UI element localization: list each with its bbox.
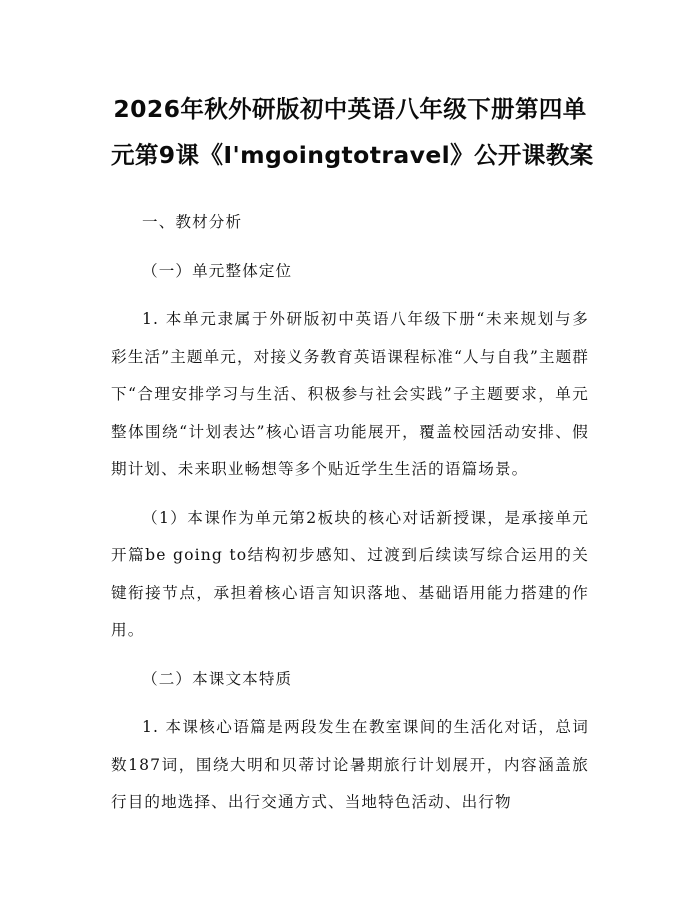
document-title: [111, 0, 594, 178]
subsection-heading-unit-positioning: （一）单元整体定位: [142, 261, 293, 280]
title-line-1: 2026年秋外研版初中英语八年级下册第四单: [113, 95, 587, 123]
subsection-heading-text-features: （二）本课文本特质: [142, 669, 293, 688]
document-body: [111, 204, 589, 822]
paragraph-text-features: 1. 本课核心语篇是两段发生在教室课间的生活化对话，总词数187词，围绕大明和贝蒂讨论暑期旅行计划展开，内容涵盖旅行目的地选择、出行交通方式、当地特色活动、出行物: [111, 718, 589, 811]
paragraph-lesson-role: （1）本课作为单元第2板块的核心对话新授课，是承接单元开篇be going to结构初步感知、过渡到后续读写综合运用的关键衔接节点，承担着核心语言知识落地、基础语用能力搭建的作用。: [111, 508, 589, 639]
title-line-2: 元第9课《I'mgoingtotravel》公开课教案: [111, 141, 594, 169]
paragraph-unit-overview: 1. 本单元隶属于外研版初中英语八年级下册“未来规划与多彩生活”主题单元，对接义务教育英语课程标准“人与自我”主题群下“合理安排学习与生活、积极参与社会实践”子主题要求，单元整体围绕“计划表达”核心语言功能展开，覆盖校园活动安排、假期计划、未来职业畅想等多个贴近学生生活的语篇场景。: [111, 310, 589, 478]
section-heading-textbook-analysis: 一、教材分析: [142, 213, 243, 231]
